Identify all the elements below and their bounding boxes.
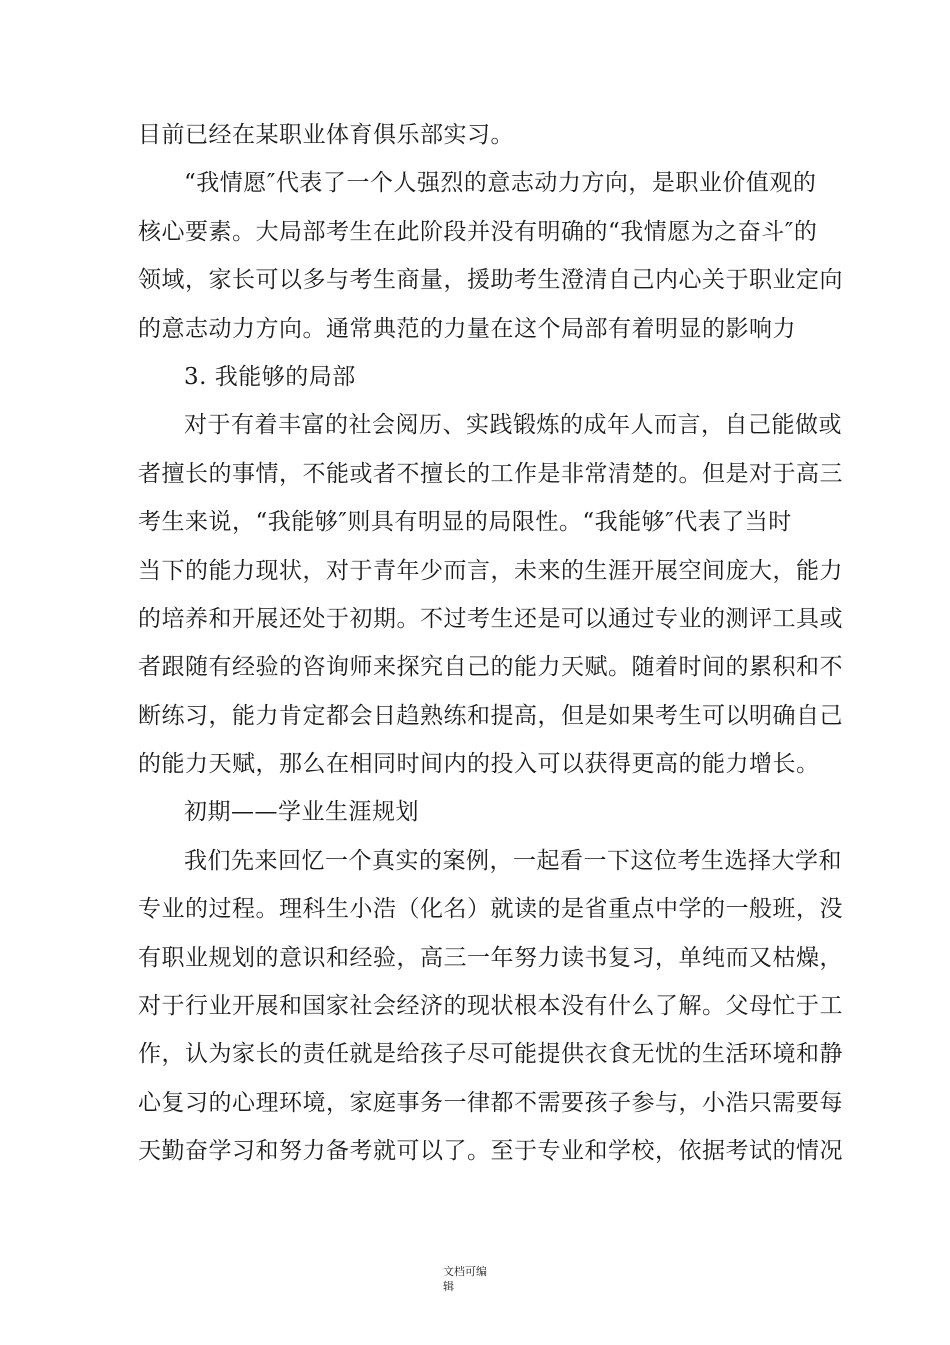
page-footer — [443, 1264, 523, 1294]
paragraph-line: 领域，家长可以多与考生商量，援助考生澄清自己内心关于职业定向 — [138, 267, 843, 294]
paragraph-line: 专业的过程。理科生小浩（化名）就读的是省重点中学的一般班，没 — [138, 896, 843, 923]
section-heading: 3. 我能够的局部 — [184, 363, 356, 390]
paragraph-line: 的能力天赋，那么在相同时间内的投入可以获得更高的能力增长。 — [138, 751, 820, 778]
paragraph-line: 断练习，能力肯定都会日趋熟练和提高，但是如果考生可以明确自己 — [138, 702, 843, 729]
paragraph-line: 当下的能力现状，对于青年少而言，未来的生涯开展空间庞大，能力 — [138, 557, 843, 584]
paragraph-line: 心复习的心理环境，家庭事务一律都不需要孩子参与，小浩只需要每 — [138, 1089, 843, 1116]
paragraph-line: 考生来说，“我能够″则具有明显的局限性。“我能够″代表了当时 — [138, 509, 792, 536]
paragraph-line: 核心要素。大局部考生在此阶段并没有明确的“我情愿为之奋斗″的 — [138, 218, 818, 245]
paragraph-line: 对于有着丰富的社会阅历、实践锻炼的成年人而言，自己能做或 — [184, 412, 842, 439]
paragraph-line: 的意志动力方向。通常典范的力量在这个局部有着明显的影响力 — [138, 315, 796, 342]
paragraph-line: “我情愿″代表了一个人强烈的意志动力方向，是职业价值观的 — [184, 170, 817, 197]
section-heading: 初期——学业生涯规划 — [184, 799, 419, 826]
paragraph-line: 者跟随有经验的咨询师来探究自己的能力天赋。随着时间的累积和不 — [138, 654, 843, 681]
paragraph-line: 我们先来回忆一个真实的案例，一起看一下这位考生选择大学和 — [184, 847, 842, 874]
document-body — [138, 118, 843, 1183]
paragraph-line: 的培养和开展还处于初期。不过考生还是可以通过专业的测评工具或 — [138, 605, 843, 632]
paragraph-line: 天勤奋学习和努力备考就可以了。至于专业和学校，依据考试的情况 — [138, 1138, 843, 1165]
paragraph-line: 目前已经在某职业体育俱乐部实习。 — [138, 122, 514, 148]
footer-line: 文档可编 — [443, 1265, 487, 1278]
paragraph-line: 有职业规划的意识和经验，高三一年努力读书复习，单纯而又枯燥， — [138, 944, 843, 971]
paragraph-line: 对于行业开展和国家社会经济的现状根本没有什么了解。父母忙于工 — [138, 993, 843, 1020]
footer-line: 辑 — [443, 1280, 454, 1293]
paragraph-line: 者擅长的事情，不能或者不擅长的工作是非常清楚的。但是对于高三 — [138, 460, 843, 487]
paragraph-line: 作，认为家长的责任就是给孩子尽可能提供衣食无忧的生活环境和静 — [138, 1041, 843, 1068]
